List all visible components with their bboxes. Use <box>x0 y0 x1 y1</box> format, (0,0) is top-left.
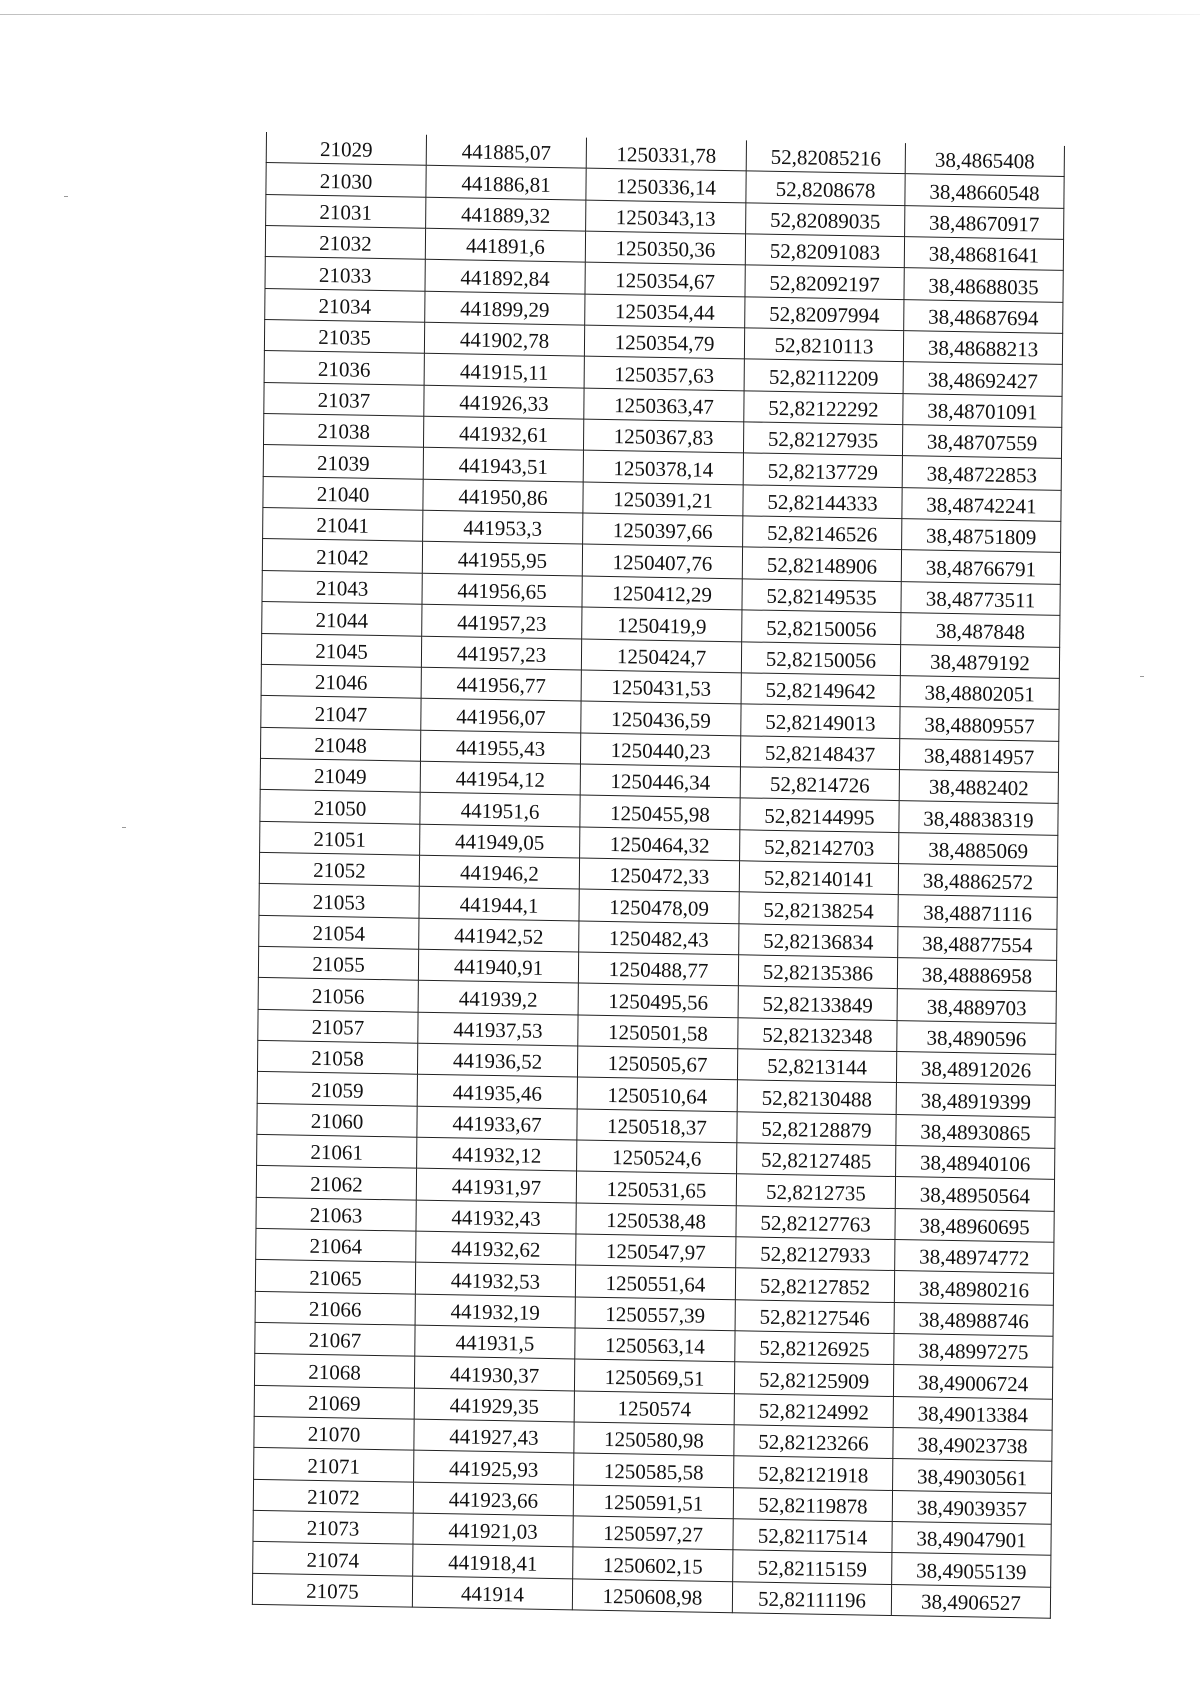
point-number-cell: 21032 <box>265 226 425 260</box>
latitude-cell: 52,82127933 <box>736 1237 895 1271</box>
latitude-cell: 52,82123266 <box>734 1425 893 1459</box>
latitude-cell: 52,82089035 <box>746 203 905 237</box>
scan-speck <box>64 196 68 197</box>
longitude-cell: 38,49047901 <box>892 1522 1051 1556</box>
latitude-cell: 52,82142703 <box>740 829 899 863</box>
longitude-cell: 38,48930865 <box>896 1114 1055 1148</box>
point-number-cell: 21054 <box>259 915 419 949</box>
latitude-cell: 52,8213144 <box>737 1049 896 1083</box>
x-coordinate-cell: 441935,46 <box>417 1074 577 1108</box>
y-coordinate-cell: 1250336,14 <box>586 168 746 202</box>
x-coordinate-cell: 441951,6 <box>420 792 580 826</box>
point-number-cell: 21075 <box>252 1573 412 1607</box>
longitude-cell: 38,48886958 <box>897 957 1056 991</box>
longitude-cell: 38,4906527 <box>891 1584 1050 1618</box>
longitude-cell: 38,48701091 <box>903 393 1062 427</box>
y-coordinate-cell: 1250354,79 <box>584 325 744 359</box>
longitude-cell: 38,48751809 <box>902 519 1061 553</box>
x-coordinate-cell: 441899,29 <box>425 291 585 325</box>
x-coordinate-cell: 441921,03 <box>413 1513 573 1547</box>
point-number-cell: 21056 <box>258 978 418 1012</box>
longitude-cell: 38,4879192 <box>900 644 1059 678</box>
longitude-cell: 38,49039357 <box>892 1490 1051 1524</box>
latitude-cell: 52,82091083 <box>745 234 904 268</box>
point-number-cell: 21062 <box>256 1166 416 1200</box>
point-number-cell: 21063 <box>256 1197 416 1231</box>
latitude-cell: 52,82148437 <box>740 735 899 769</box>
x-coordinate-cell: 441944,1 <box>419 886 579 920</box>
y-coordinate-cell: 1250397,66 <box>583 513 743 547</box>
latitude-cell: 52,82149013 <box>741 704 900 738</box>
point-number-cell: 21055 <box>258 946 418 980</box>
y-coordinate-cell: 1250585,58 <box>574 1453 734 1487</box>
latitude-cell: 52,82119878 <box>733 1488 892 1522</box>
y-coordinate-cell: 1250354,44 <box>585 294 745 328</box>
longitude-cell: 38,4890596 <box>897 1020 1056 1054</box>
longitude-cell: 38,48919399 <box>896 1083 1055 1117</box>
x-coordinate-cell: 441953,3 <box>423 510 583 544</box>
y-coordinate-cell: 1250482,43 <box>579 921 739 955</box>
scan-top-edge <box>0 14 1200 15</box>
x-coordinate-cell: 441932,62 <box>416 1231 576 1265</box>
y-coordinate-cell: 1250488,77 <box>578 952 738 986</box>
y-coordinate-cell: 1250419,9 <box>582 607 742 641</box>
x-coordinate-cell: 441932,12 <box>417 1137 577 1171</box>
point-number-cell: 21050 <box>260 790 420 824</box>
point-number-cell: 21042 <box>262 539 422 573</box>
y-coordinate-cell: 1250580,98 <box>574 1422 734 1456</box>
latitude-cell: 52,82128879 <box>737 1111 896 1145</box>
x-coordinate-cell: 441954,12 <box>420 761 580 795</box>
y-coordinate-cell: 1250518,37 <box>577 1109 737 1143</box>
coordinates-table-container <box>252 132 1076 1619</box>
x-coordinate-cell: 441891,6 <box>425 228 585 262</box>
y-coordinate-cell: 1250363,47 <box>584 388 744 422</box>
scan-speck <box>1140 676 1144 677</box>
longitude-cell: 38,48974772 <box>895 1240 1054 1274</box>
longitude-cell: 38,48687694 <box>904 299 1063 333</box>
y-coordinate-cell: 1250472,33 <box>579 858 739 892</box>
longitude-cell: 38,48660548 <box>905 174 1064 208</box>
longitude-cell: 38,49023738 <box>893 1428 1052 1462</box>
latitude-cell: 52,82117514 <box>733 1519 892 1553</box>
y-coordinate-cell: 1250412,29 <box>582 576 742 610</box>
y-coordinate-cell: 1250436,59 <box>581 701 741 735</box>
y-coordinate-cell: 1250424,7 <box>581 639 741 673</box>
point-number-cell: 21070 <box>254 1416 414 1450</box>
point-number-cell: 21044 <box>262 602 422 636</box>
point-number-cell: 21038 <box>263 414 423 448</box>
latitude-cell: 52,82140141 <box>739 861 898 895</box>
point-number-cell: 21074 <box>253 1542 413 1576</box>
x-coordinate-cell: 441926,33 <box>424 385 584 419</box>
latitude-cell: 52,82124992 <box>734 1393 893 1427</box>
longitude-cell: 38,48871116 <box>898 895 1057 929</box>
y-coordinate-cell: 1250501,58 <box>578 1015 738 1049</box>
longitude-cell: 38,4889703 <box>897 989 1056 1023</box>
longitude-cell: 38,48707559 <box>902 425 1061 459</box>
latitude-cell: 52,82115159 <box>733 1550 892 1584</box>
point-number-cell: 21029 <box>266 132 426 166</box>
x-coordinate-cell: 441930,37 <box>414 1357 574 1391</box>
point-number-cell: 21053 <box>259 884 419 918</box>
point-number-cell: 21064 <box>256 1228 416 1262</box>
latitude-cell: 52,82130488 <box>737 1080 896 1114</box>
x-coordinate-cell: 441949,05 <box>420 824 580 858</box>
latitude-cell: 52,82149535 <box>742 579 901 613</box>
longitude-cell: 38,48742241 <box>902 487 1061 521</box>
y-coordinate-cell: 1250331,78 <box>586 138 746 172</box>
point-number-cell: 21072 <box>253 1479 413 1513</box>
point-number-cell: 21041 <box>263 508 423 542</box>
longitude-cell: 38,48692427 <box>903 362 1062 396</box>
coordinates-table <box>252 132 1065 1619</box>
point-number-cell: 21043 <box>262 570 422 604</box>
latitude-cell: 52,82127935 <box>743 422 902 456</box>
x-coordinate-cell: 441956,65 <box>422 573 582 607</box>
x-coordinate-cell: 441885,07 <box>426 135 586 169</box>
y-coordinate-cell: 1250547,97 <box>576 1234 736 1268</box>
latitude-cell: 52,8212735 <box>736 1174 895 1208</box>
longitude-cell: 38,49006724 <box>893 1365 1052 1399</box>
y-coordinate-cell: 1250563,14 <box>575 1328 735 1362</box>
point-number-cell: 21039 <box>263 445 423 479</box>
x-coordinate-cell: 441937,53 <box>418 1012 578 1046</box>
longitude-cell: 38,48862572 <box>898 863 1057 897</box>
longitude-cell: 38,48773511 <box>901 581 1060 615</box>
longitude-cell: 38,48814957 <box>899 738 1058 772</box>
longitude-cell: 38,48950564 <box>895 1177 1054 1211</box>
longitude-cell: 38,48988746 <box>894 1302 1053 1336</box>
latitude-cell: 52,82092197 <box>745 265 904 299</box>
x-coordinate-cell: 441950,86 <box>423 479 583 513</box>
x-coordinate-cell: 441931,5 <box>415 1325 575 1359</box>
y-coordinate-cell: 1250343,13 <box>586 200 746 234</box>
point-number-cell: 21037 <box>264 382 424 416</box>
y-coordinate-cell: 1250354,67 <box>585 262 745 296</box>
x-coordinate-cell: 441929,35 <box>414 1388 574 1422</box>
x-coordinate-cell: 441886,81 <box>426 166 586 200</box>
longitude-cell: 38,48912026 <box>896 1052 1055 1086</box>
latitude-cell: 52,82122292 <box>744 391 903 425</box>
point-number-cell: 21059 <box>257 1072 417 1106</box>
longitude-cell: 38,48960695 <box>895 1208 1054 1242</box>
longitude-cell: 38,4885069 <box>899 832 1058 866</box>
point-number-cell: 21071 <box>254 1448 414 1482</box>
x-coordinate-cell: 441955,43 <box>420 730 580 764</box>
x-coordinate-cell: 441902,78 <box>424 322 584 356</box>
coordinates-table-body <box>252 132 1064 1618</box>
y-coordinate-cell: 1250608,98 <box>572 1579 732 1613</box>
y-coordinate-cell: 1250357,63 <box>584 356 744 390</box>
longitude-cell: 38,48940106 <box>896 1146 1055 1180</box>
x-coordinate-cell: 441932,53 <box>415 1263 575 1297</box>
x-coordinate-cell: 441914 <box>412 1576 572 1610</box>
longitude-cell: 38,48688035 <box>904 268 1063 302</box>
latitude-cell: 52,82144995 <box>740 798 899 832</box>
y-coordinate-cell: 1250597,27 <box>573 1516 733 1550</box>
y-coordinate-cell: 1250478,09 <box>579 889 739 923</box>
y-coordinate-cell: 1250524,6 <box>577 1140 737 1174</box>
latitude-cell: 52,82111196 <box>732 1582 891 1616</box>
point-number-cell: 21073 <box>253 1510 413 1544</box>
point-number-cell: 21051 <box>260 821 420 855</box>
y-coordinate-cell: 1250557,39 <box>575 1297 735 1331</box>
longitude-cell: 38,4882402 <box>899 769 1058 803</box>
longitude-cell: 38,48802051 <box>900 675 1059 709</box>
latitude-cell: 52,82146526 <box>743 516 902 550</box>
x-coordinate-cell: 441889,32 <box>426 197 586 231</box>
y-coordinate-cell: 1250531,65 <box>576 1171 736 1205</box>
y-coordinate-cell: 1250464,32 <box>580 827 740 861</box>
latitude-cell: 52,82136834 <box>739 923 898 957</box>
point-number-cell: 21031 <box>266 194 426 228</box>
x-coordinate-cell: 441942,52 <box>419 918 579 952</box>
y-coordinate-cell: 1250367,83 <box>583 419 743 453</box>
latitude-cell: 52,82126925 <box>735 1331 894 1365</box>
latitude-cell: 52,82127763 <box>736 1205 895 1239</box>
point-number-cell: 21047 <box>261 696 421 730</box>
y-coordinate-cell: 1250440,23 <box>580 733 740 767</box>
x-coordinate-cell: 441940,91 <box>418 949 578 983</box>
x-coordinate-cell: 441955,95 <box>422 542 582 576</box>
latitude-cell: 52,8208678 <box>746 171 905 205</box>
y-coordinate-cell: 1250455,98 <box>580 795 740 829</box>
x-coordinate-cell: 441946,2 <box>419 855 579 889</box>
latitude-cell: 52,82148906 <box>742 547 901 581</box>
longitude-cell: 38,48670917 <box>905 205 1064 239</box>
longitude-cell: 38,4865408 <box>905 143 1064 177</box>
latitude-cell: 52,82138254 <box>739 892 898 926</box>
x-coordinate-cell: 441923,66 <box>413 1482 573 1516</box>
longitude-cell: 38,48997275 <box>894 1334 1053 1368</box>
y-coordinate-cell: 1250551,64 <box>575 1265 735 1299</box>
latitude-cell: 52,82132348 <box>738 1017 897 1051</box>
x-coordinate-cell: 441943,51 <box>423 448 583 482</box>
y-coordinate-cell: 1250591,51 <box>573 1485 733 1519</box>
latitude-cell: 52,82135386 <box>738 955 897 989</box>
x-coordinate-cell: 441956,07 <box>421 698 581 732</box>
latitude-cell: 52,8210113 <box>744 328 903 362</box>
longitude-cell: 38,48838319 <box>899 801 1058 835</box>
point-number-cell: 21058 <box>257 1040 417 1074</box>
scan-speck <box>122 827 126 828</box>
latitude-cell: 52,82133849 <box>738 986 897 1020</box>
latitude-cell: 52,82127852 <box>735 1268 894 1302</box>
point-number-cell: 21060 <box>257 1103 417 1137</box>
longitude-cell: 38,49030561 <box>893 1459 1052 1493</box>
point-number-cell: 21045 <box>261 633 421 667</box>
point-number-cell: 21068 <box>254 1354 414 1388</box>
point-number-cell: 21057 <box>258 1009 418 1043</box>
x-coordinate-cell: 441927,43 <box>414 1419 574 1453</box>
point-number-cell: 21069 <box>254 1385 414 1419</box>
latitude-cell: 52,82125909 <box>734 1362 893 1396</box>
y-coordinate-cell: 1250538,48 <box>576 1203 736 1237</box>
y-coordinate-cell: 1250431,53 <box>581 670 741 704</box>
latitude-cell: 52,82121918 <box>734 1456 893 1490</box>
point-number-cell: 21061 <box>257 1134 417 1168</box>
x-coordinate-cell: 441931,97 <box>416 1169 576 1203</box>
x-coordinate-cell: 441936,52 <box>417 1043 577 1077</box>
point-number-cell: 21066 <box>255 1291 415 1325</box>
latitude-cell: 52,82097994 <box>745 297 904 331</box>
point-number-cell: 21065 <box>255 1260 415 1294</box>
point-number-cell: 21033 <box>265 257 425 291</box>
latitude-cell: 52,8214726 <box>740 767 899 801</box>
longitude-cell: 38,48980216 <box>894 1271 1053 1305</box>
x-coordinate-cell: 441933,67 <box>417 1106 577 1140</box>
longitude-cell: 38,48766791 <box>901 550 1060 584</box>
longitude-cell: 38,487848 <box>901 613 1060 647</box>
y-coordinate-cell: 1250510,64 <box>577 1077 737 1111</box>
point-number-cell: 21052 <box>259 852 419 886</box>
y-coordinate-cell: 1250495,56 <box>578 983 738 1017</box>
y-coordinate-cell: 1250446,34 <box>580 764 740 798</box>
x-coordinate-cell: 441915,11 <box>424 354 584 388</box>
y-coordinate-cell: 1250602,15 <box>573 1547 733 1581</box>
y-coordinate-cell: 1250505,67 <box>577 1046 737 1080</box>
latitude-cell: 52,82149642 <box>741 673 900 707</box>
longitude-cell: 38,49013384 <box>893 1396 1052 1430</box>
latitude-cell: 52,82112209 <box>744 359 903 393</box>
latitude-cell: 52,82150056 <box>741 641 900 675</box>
longitude-cell: 38,48722853 <box>902 456 1061 490</box>
latitude-cell: 52,82085216 <box>746 140 905 174</box>
x-coordinate-cell: 441939,2 <box>418 980 578 1014</box>
latitude-cell: 52,82127485 <box>737 1143 896 1177</box>
longitude-cell: 38,49055139 <box>892 1553 1051 1587</box>
latitude-cell: 52,82150056 <box>742 610 901 644</box>
x-coordinate-cell: 441932,43 <box>416 1200 576 1234</box>
y-coordinate-cell: 1250350,36 <box>585 231 745 265</box>
longitude-cell: 38,48809557 <box>900 707 1059 741</box>
latitude-cell: 52,82137729 <box>743 453 902 487</box>
x-coordinate-cell: 441957,23 <box>422 604 582 638</box>
y-coordinate-cell: 1250569,51 <box>574 1359 734 1393</box>
y-coordinate-cell: 1250574 <box>574 1391 734 1425</box>
point-number-cell: 21040 <box>263 476 423 510</box>
x-coordinate-cell: 441956,77 <box>421 667 581 701</box>
latitude-cell: 52,82127546 <box>735 1299 894 1333</box>
x-coordinate-cell: 441892,84 <box>425 260 585 294</box>
y-coordinate-cell: 1250407,76 <box>582 545 742 579</box>
point-number-cell: 21048 <box>260 727 420 761</box>
point-number-cell: 21034 <box>265 288 425 322</box>
point-number-cell: 21030 <box>266 163 426 197</box>
x-coordinate-cell: 441957,23 <box>421 636 581 670</box>
x-coordinate-cell: 441932,19 <box>415 1294 575 1328</box>
x-coordinate-cell: 441932,61 <box>423 416 583 450</box>
x-coordinate-cell: 441918,41 <box>413 1545 573 1579</box>
x-coordinate-cell: 441925,93 <box>414 1451 574 1485</box>
point-number-cell: 21036 <box>264 351 424 385</box>
point-number-cell: 21035 <box>264 320 424 354</box>
point-number-cell: 21046 <box>261 664 421 698</box>
point-number-cell: 21049 <box>260 758 420 792</box>
y-coordinate-cell: 1250378,14 <box>583 450 743 484</box>
latitude-cell: 52,82144333 <box>743 485 902 519</box>
y-coordinate-cell: 1250391,21 <box>583 482 743 516</box>
longitude-cell: 38,48877554 <box>898 926 1057 960</box>
longitude-cell: 38,48681641 <box>904 237 1063 271</box>
point-number-cell: 21067 <box>255 1322 415 1356</box>
longitude-cell: 38,48688213 <box>903 331 1062 365</box>
